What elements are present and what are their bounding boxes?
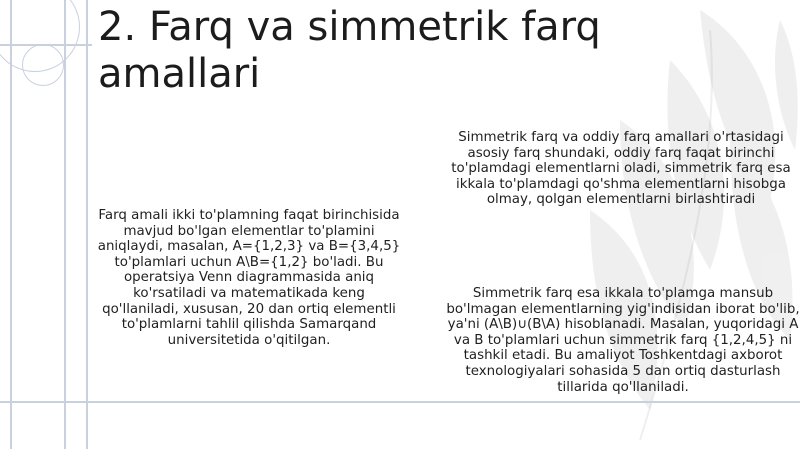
decor-vertical-line-right xyxy=(86,0,88,449)
right-top-paragraph: Simmetrik farq va oddiy farq amallari o'rtasidagi asosiy farq shundaki, oddiy farq faqat birinchi to'plamdagi elementlarni oladi, simmetrik farq esa ikkala to'plamdagi qo'shma elementlarni hisobga olmay, qolgan elementlarni birlashtiradi xyxy=(451,130,791,208)
right-bottom-paragraph: Simmetrik farq esa ikkala to'plamga mansub bo'lmagan elementlarning yig'indisidan iborat bo'lib, ya'ni (A\B)∪(B\A) hisoblanadi. Masalan, yuqoridagi A va B to'plamlari uchun simmetrik farq {1,2,4,5} ni tashkil etadi. Bu amaliyot Toshkentdagi axborot texnologiyalari sohasida 5 dan ortiq dasturlash tillarida qo'llaniladi. xyxy=(446,286,800,395)
slide-title: 2. Farq va simmetrik farq amallari xyxy=(98,4,601,97)
decor-circle-small xyxy=(22,44,64,86)
decor-vertical-line-left xyxy=(10,0,12,449)
decor-horizontal-line-bottom xyxy=(0,401,800,403)
decor-vertical-line-inner xyxy=(64,0,66,449)
left-paragraph: Farq amali ikki to'plamning faqat birinchisida mavjud bo'lgan elementlar to'plamini aniqlaydi, masalan, A={1,2,3} va B={3,4,5} to'plamlari uchun A\B={1,2} bo'ladi. Bu operatsiya Venn diagrammasida aniq ko'rsatiladi va matematikada keng qo'llaniladi, xususan, 20 dan ortiq elementli to'plamlarni tahlil qilishda Samarqand universitetida o'qitilgan. xyxy=(97,208,401,348)
